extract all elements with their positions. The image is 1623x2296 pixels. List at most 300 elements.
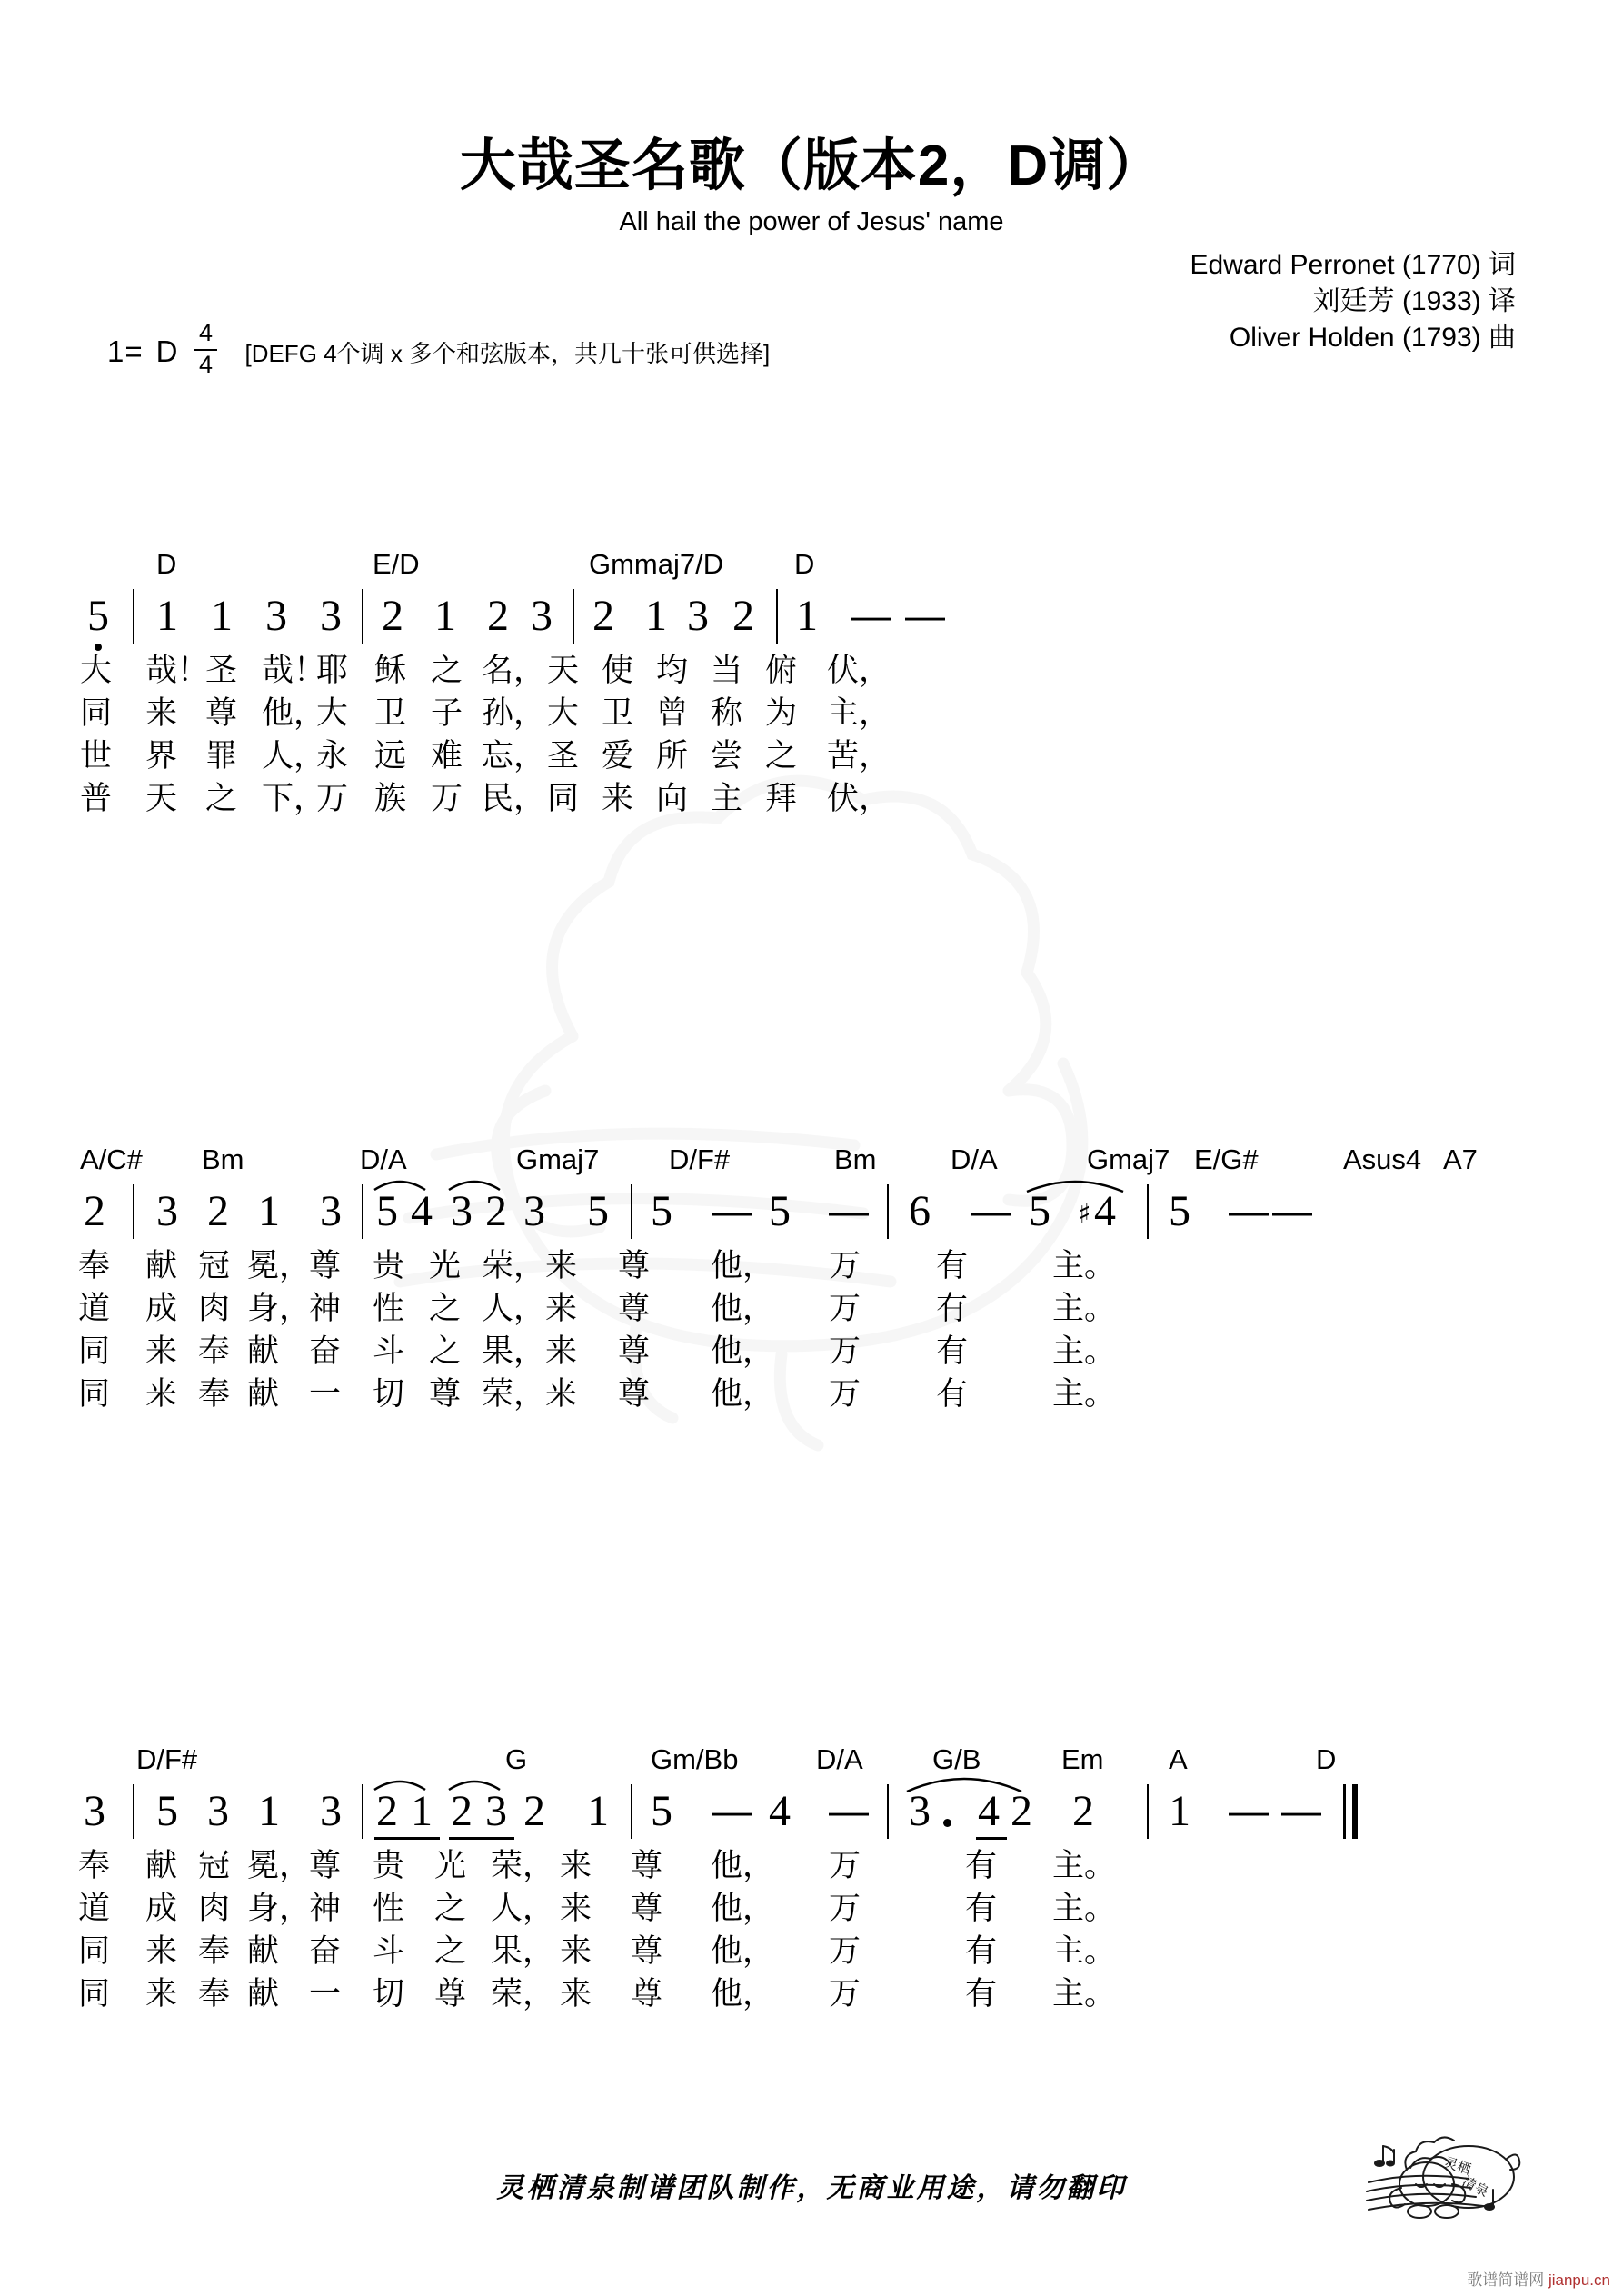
note-sustain: —	[1229, 1789, 1269, 1833]
lyric-syllable: 来	[145, 1376, 178, 1412]
music-system-1	[0, 545, 1623, 820]
lyric-syllable: 忘，	[482, 738, 546, 774]
note: 5	[769, 1187, 791, 1235]
lyric-syllable: 称	[711, 695, 743, 731]
lyric-row-verse-3	[0, 1330, 1623, 1373]
lyric-syllable: 荣，	[482, 1248, 546, 1283]
lyric-row-verse-4	[0, 777, 1623, 820]
lyric-syllable: 万	[829, 1248, 861, 1283]
lyric-syllable: 万	[829, 1376, 861, 1412]
lyric-syllable: 奉	[198, 1376, 231, 1412]
note: 2	[1072, 1787, 1094, 1835]
lyric-syllable: 人，	[482, 1291, 546, 1326]
lyric-syllable: 万	[829, 1848, 861, 1883]
note: 3	[531, 592, 553, 640]
lyric-syllable: 奉	[198, 1333, 231, 1369]
lyric-syllable: 主。	[1052, 1333, 1117, 1369]
lyric-syllable: 他，	[711, 1291, 775, 1326]
lyric-syllable: 来	[145, 1976, 178, 2011]
final-barline-thick	[1352, 1784, 1358, 1839]
lyric-syllable: 冕，	[247, 1848, 312, 1883]
lyric-syllable: 他，	[711, 1248, 775, 1283]
lyric-syllable: 有	[965, 1848, 998, 1883]
note: 5	[156, 1787, 178, 1835]
lyric-syllable: 之	[429, 1333, 462, 1369]
barline	[887, 1784, 889, 1839]
note: 4	[978, 1787, 1000, 1835]
chord-symbol: A	[1169, 1743, 1188, 1775]
lyric-syllable: 耶	[316, 653, 349, 688]
barline	[631, 1184, 632, 1239]
lyric-syllable: 贵	[373, 1848, 405, 1883]
lyric-syllable: 成	[145, 1291, 178, 1326]
note: 2	[207, 1187, 229, 1235]
lyric-syllable: 尊	[618, 1248, 651, 1283]
chord-symbol: Gmmaj7/D	[589, 548, 724, 580]
beam-line	[374, 1837, 440, 1840]
lyric-syllable: 斗	[373, 1333, 405, 1369]
lyric-syllable: 尊	[631, 1933, 663, 1969]
lyric-syllable: 成	[145, 1891, 178, 1926]
note: 1	[587, 1787, 609, 1835]
key-label: 1=	[107, 334, 144, 368]
note-sustain: —	[905, 594, 945, 638]
site-watermark	[1467, 2267, 1610, 2290]
lyric-syllable: 肉	[198, 1891, 231, 1926]
lyric-syllable: 哉！	[145, 653, 210, 688]
barline	[133, 1784, 134, 1839]
lyric-syllable: 万	[316, 781, 349, 816]
lyric-syllable: 神	[309, 1891, 342, 1926]
lyric-syllable: 使	[602, 653, 634, 688]
lyric-syllable: 主。	[1052, 1891, 1117, 1926]
note-sustain: —	[851, 594, 891, 638]
lyric-syllable: 奉	[198, 1976, 231, 2011]
chord-row-1	[0, 545, 1623, 584]
lyric-syllable: 果，	[491, 1933, 555, 1969]
lyric-syllable: 伏，	[827, 653, 891, 688]
lyric-syllable: 尊	[309, 1248, 342, 1283]
lyric-row-verse-1	[0, 1244, 1623, 1287]
svg-text:灵栖: 灵栖	[1441, 2155, 1473, 2179]
note: 3	[265, 592, 287, 640]
lyric-syllable: 贵	[373, 1248, 405, 1283]
lyric-syllable: 光	[434, 1848, 467, 1883]
lyric-syllable: 之	[429, 1291, 462, 1326]
lyric-syllable: 来	[560, 1848, 592, 1883]
note: 1	[211, 592, 233, 640]
note: 1	[156, 592, 178, 640]
meter-numerator: 4	[198, 319, 213, 346]
lyric-syllable: 万	[829, 1333, 861, 1369]
lyric-syllable: 一	[309, 1976, 342, 2011]
barline	[573, 589, 574, 644]
note: 2	[1011, 1787, 1032, 1835]
lyric-syllable: 尊	[631, 1848, 663, 1883]
lyric-row-verse-2	[0, 1287, 1623, 1330]
chord-symbol: A7	[1443, 1143, 1478, 1175]
final-barline-thin	[1343, 1784, 1346, 1839]
chord-symbol: E/D	[373, 548, 420, 580]
lyric-syllable: 献	[247, 1976, 280, 2011]
note: 5	[376, 1187, 398, 1235]
lyric-syllable: 当	[711, 653, 743, 688]
lyric-syllable: 伏，	[827, 781, 891, 816]
lyric-syllable: 人，	[262, 738, 326, 774]
note: 4	[411, 1187, 433, 1235]
lyric-syllable: 献	[145, 1248, 178, 1283]
chord-symbol: D	[156, 548, 177, 580]
note-row-3	[0, 1779, 1623, 1844]
lyric-syllable: 他，	[711, 1848, 775, 1883]
lyric-syllable: 来	[145, 1933, 178, 1969]
lyric-syllable: 圣	[205, 653, 238, 688]
barline	[362, 1784, 363, 1839]
note: 2	[451, 1787, 473, 1835]
lyric-syllable: 俯	[765, 653, 798, 688]
credits-block	[1190, 247, 1516, 356]
lyric-syllable: 尊	[618, 1333, 651, 1369]
lyric-syllable: 切	[373, 1976, 405, 2011]
lyric-syllable: 来	[545, 1291, 578, 1326]
lyric-syllable: 之	[205, 781, 238, 816]
lyric-syllable: 大	[547, 695, 580, 731]
chord-symbol: Gm/Bb	[651, 1743, 739, 1775]
lyric-row-verse-2	[0, 692, 1623, 734]
note-sustain: —	[1272, 1189, 1312, 1233]
lyric-syllable: 荣，	[491, 1976, 555, 2011]
lyric-syllable: 来	[545, 1333, 578, 1369]
chord-symbol: G/B	[932, 1743, 981, 1775]
lyric-row-verse-1	[0, 1844, 1623, 1887]
lyric-syllable: 献	[145, 1848, 178, 1883]
lyric-row-verse-3	[0, 1930, 1623, 1972]
lyric-syllable: 向	[656, 781, 689, 816]
note: 5	[651, 1787, 672, 1835]
lyric-syllable: 稣	[374, 653, 407, 688]
note-sustain: —	[712, 1789, 752, 1833]
note-sustain: —	[712, 1189, 752, 1233]
lyric-syllable: 所	[656, 738, 689, 774]
lyric-syllable: 来	[145, 695, 178, 731]
lyric-syllable: 尊	[205, 695, 238, 731]
lyric-syllable: 大	[316, 695, 349, 731]
lyric-syllable: 肉	[198, 1291, 231, 1326]
lyric-syllable: 同	[78, 1376, 111, 1412]
chord-symbol: A/C#	[80, 1143, 143, 1175]
lyric-syllable: 他，	[711, 1976, 775, 2011]
lyric-syllable: 子	[431, 695, 463, 731]
svg-text:清泉: 清泉	[1459, 2174, 1491, 2201]
note: 3	[523, 1187, 545, 1235]
time-signature	[194, 321, 217, 379]
lyric-syllable: 神	[309, 1291, 342, 1326]
note: 3	[485, 1787, 507, 1835]
lyric-syllable: 他，	[711, 1933, 775, 1969]
lyric-syllable: 天	[547, 653, 580, 688]
barline	[1147, 1784, 1149, 1839]
lyric-syllable: 道	[78, 1291, 111, 1326]
barline	[133, 1184, 134, 1239]
note: 5	[651, 1187, 672, 1235]
lyric-syllable: 万	[829, 1933, 861, 1969]
publisher-logo	[1363, 2131, 1545, 2241]
lyric-syllable: 卫	[602, 695, 634, 731]
music-system-2	[0, 1141, 1623, 1415]
lyric-syllable: 族	[374, 781, 407, 816]
chord-row-3	[0, 1741, 1623, 1779]
lyric-syllable: 献	[247, 1376, 280, 1412]
lyric-syllable: 难	[431, 738, 463, 774]
lyric-syllable: 卫	[374, 695, 407, 731]
lyric-syllable: 爱	[602, 738, 634, 774]
lyric-syllable: 之	[434, 1891, 467, 1926]
lyric-syllable: 尊	[618, 1376, 651, 1412]
barline	[631, 1784, 632, 1839]
note: 1	[645, 592, 667, 640]
lyric-syllable: 圣	[547, 738, 580, 774]
lyric-syllable: 他，	[711, 1376, 775, 1412]
note: 2	[487, 592, 509, 640]
chord-symbol: E/G#	[1194, 1143, 1259, 1175]
lyric-syllable: 尊	[434, 1976, 467, 2011]
lyric-syllable: 冠	[198, 1848, 231, 1883]
lyric-row-verse-4	[0, 1972, 1623, 2015]
note-row-1	[0, 584, 1623, 649]
lyric-syllable: 同	[547, 781, 580, 816]
chord-symbol: Gmaj7	[1087, 1143, 1170, 1175]
lyric-syllable: 尊	[631, 1976, 663, 2011]
note: 1	[258, 1187, 280, 1235]
lyric-syllable: 性	[373, 1891, 405, 1926]
lyric-syllable: 普	[80, 781, 113, 816]
lyric-syllable: 冠	[198, 1248, 231, 1283]
note: 2	[523, 1787, 545, 1835]
lyric-syllable: 尝	[711, 738, 743, 774]
lyric-syllable: 他，	[711, 1891, 775, 1926]
note: 6	[909, 1187, 931, 1235]
lyric-syllable: 之	[434, 1933, 467, 1969]
note: 3	[320, 1787, 342, 1835]
lyric-syllable: 有	[936, 1291, 969, 1326]
chord-symbol: Asus4	[1343, 1143, 1422, 1175]
lyric-syllable: 拜	[765, 781, 798, 816]
lyric-syllable: 人，	[491, 1891, 555, 1926]
note-row-2	[0, 1179, 1623, 1244]
lyric-syllable: 永	[316, 738, 349, 774]
lyric-syllable: 奋	[309, 1933, 342, 1969]
lyric-syllable: 万	[829, 1291, 861, 1326]
chord-row-2	[0, 1141, 1623, 1179]
lyric-syllable: 来	[145, 1333, 178, 1369]
lyric-syllable: 哉！	[262, 653, 326, 688]
lyric-syllable: 主。	[1052, 1248, 1117, 1283]
lyric-syllable: 来	[560, 1933, 592, 1969]
lyric-syllable: 一	[309, 1376, 342, 1412]
barline	[133, 589, 134, 644]
note: 4	[1094, 1187, 1116, 1235]
chord-symbol: D/F#	[669, 1143, 731, 1175]
lyric-syllable: 来	[560, 1891, 592, 1926]
lyric-syllable: 界	[145, 738, 178, 774]
note-sustain: —	[1229, 1189, 1269, 1233]
note: 3	[320, 592, 342, 640]
note: 2	[382, 592, 403, 640]
lyric-syllable: 主。	[1052, 1291, 1117, 1326]
lyric-syllable: 果，	[482, 1333, 546, 1369]
note: 3	[909, 1787, 931, 1835]
lyric-row-verse-1	[0, 649, 1623, 692]
chord-symbol: D	[794, 548, 815, 580]
lyric-syllable: 斗	[373, 1933, 405, 1969]
lyric-syllable: 主。	[1052, 1933, 1117, 1969]
sharp-accidental-icon: ♯	[1078, 1198, 1091, 1230]
note: 4	[769, 1787, 791, 1835]
lyric-syllable: 来	[545, 1248, 578, 1283]
lyric-syllable: 有	[965, 1976, 998, 2011]
note-sustain: —	[1281, 1789, 1321, 1833]
beam-line	[449, 1837, 514, 1840]
lyric-syllable: 曾	[656, 695, 689, 731]
lyric-syllable: 之	[431, 653, 463, 688]
chord-symbol: D	[1316, 1743, 1337, 1775]
lyric-syllable: 他，	[262, 695, 326, 731]
lyric-syllable: 身，	[247, 1891, 312, 1926]
note: 1	[1169, 1787, 1190, 1835]
barline	[362, 589, 363, 644]
lyric-syllable: 有	[936, 1248, 969, 1283]
lyric-syllable: 献	[247, 1933, 280, 1969]
lyric-syllable: 下，	[262, 781, 326, 816]
chord-symbol: D/F#	[136, 1743, 198, 1775]
barline	[776, 589, 778, 644]
note-sustain: —	[829, 1189, 869, 1233]
lyric-syllable: 他，	[711, 1333, 775, 1369]
lyric-syllable: 有	[965, 1891, 998, 1926]
note: 2	[592, 592, 614, 640]
site-watermark-domain: jianpu.cn	[1548, 2271, 1610, 2289]
lyric-syllable: 荣，	[491, 1848, 555, 1883]
footer-credit: 灵栖清泉制谱团队制作，无商业用途，请勿翻印	[496, 2173, 1127, 2203]
lyric-syllable: 同	[78, 1976, 111, 2011]
lyric-syllable: 尊	[429, 1376, 462, 1412]
barline	[1147, 1184, 1149, 1239]
chord-symbol: D/A	[360, 1143, 407, 1175]
lyric-syllable: 主。	[1052, 1376, 1117, 1412]
note: 2	[485, 1187, 507, 1235]
lyric-syllable: 主。	[1052, 1976, 1117, 2011]
lyric-syllable: 罪	[205, 738, 238, 774]
note: 3	[84, 1787, 105, 1835]
key-note-text: [DEFG 4个调 x 多个和弦版本，共几十张可供选择]	[244, 339, 771, 367]
lyric-syllable: 奉	[78, 1848, 111, 1883]
lyric-row-verse-4	[0, 1373, 1623, 1415]
lyric-syllable: 为	[765, 695, 798, 731]
lyric-row-verse-2	[0, 1887, 1623, 1930]
meter-denominator: 4	[198, 351, 213, 378]
barline	[887, 1184, 889, 1239]
lyric-syllable: 荣，	[482, 1376, 546, 1412]
lyric-syllable: 同	[78, 1933, 111, 1969]
lyric-syllable: 有	[936, 1376, 969, 1412]
lyric-syllable: 远	[374, 738, 407, 774]
note: 5	[87, 592, 109, 640]
note: 3	[687, 592, 709, 640]
note: 1	[411, 1787, 433, 1835]
note: 5	[1029, 1187, 1050, 1235]
lyric-syllable: 冕，	[247, 1248, 312, 1283]
note: 5	[1169, 1187, 1190, 1235]
lyric-syllable: 尊	[309, 1848, 342, 1883]
lyric-syllable: 道	[78, 1891, 111, 1926]
lyric-syllable: 万	[431, 781, 463, 816]
augmentation-dot-icon	[943, 1819, 951, 1827]
note-sustain: —	[829, 1789, 869, 1833]
lyric-syllable: 光	[429, 1248, 462, 1283]
lyric-syllable: 苦，	[827, 738, 891, 774]
lyric-syllable: 大	[80, 653, 113, 688]
lyric-syllable: 献	[247, 1333, 280, 1369]
lyric-syllable: 世	[80, 738, 113, 774]
site-watermark-name: 歌谱简谱网	[1467, 2271, 1545, 2289]
lyric-syllable: 之	[765, 738, 798, 774]
lyric-syllable: 尊	[631, 1891, 663, 1926]
lyric-syllable: 主	[711, 781, 743, 816]
note: 3	[156, 1187, 178, 1235]
chord-symbol: G	[505, 1743, 528, 1775]
lyric-syllable: 身，	[247, 1291, 312, 1326]
lyric-syllable: 有	[965, 1933, 998, 1969]
lyric-syllable: 同	[80, 695, 113, 731]
lyric-syllable: 来	[545, 1376, 578, 1412]
lyric-syllable: 孙，	[482, 695, 546, 731]
lyric-syllable: 奋	[309, 1333, 342, 1369]
lyric-syllable: 尊	[618, 1291, 651, 1326]
note: 2	[376, 1787, 398, 1835]
note-sustain: —	[971, 1189, 1011, 1233]
barline	[362, 1184, 363, 1239]
chord-symbol: Em	[1061, 1743, 1104, 1775]
credit-composer: Oliver Holden (1793) 曲	[1229, 323, 1516, 353]
lyric-syllable: 同	[78, 1333, 111, 1369]
page-title: 大哉圣名歌（版本2，D调）	[459, 135, 1164, 197]
note: 3	[451, 1187, 473, 1235]
lyric-syllable: 万	[829, 1891, 861, 1926]
note: 1	[434, 592, 456, 640]
note: 2	[84, 1187, 105, 1235]
chord-symbol: D/A	[816, 1743, 863, 1775]
note: 3	[320, 1187, 342, 1235]
note: 1	[258, 1787, 280, 1835]
credit-translator: 刘廷芳 (1933) 译	[1312, 286, 1516, 316]
lyric-syllable: 有	[936, 1333, 969, 1369]
chord-symbol: Gmaj7	[516, 1143, 600, 1175]
lyric-syllable: 来	[560, 1976, 592, 2011]
lyric-syllable: 来	[602, 781, 634, 816]
lyric-syllable: 名，	[482, 653, 546, 688]
note: 5	[587, 1187, 609, 1235]
lyric-syllable: 性	[373, 1291, 405, 1326]
lyric-syllable: 天	[145, 781, 178, 816]
lyric-syllable: 主，	[827, 695, 891, 731]
key-signature-block	[107, 319, 771, 381]
chord-symbol: Bm	[202, 1143, 244, 1175]
page-subtitle: All hail the power of Jesus' name	[619, 207, 1004, 236]
lyric-syllable: 奉	[198, 1933, 231, 1969]
note: 2	[732, 592, 754, 640]
lyric-syllable: 切	[373, 1376, 405, 1412]
note: 1	[796, 592, 818, 640]
